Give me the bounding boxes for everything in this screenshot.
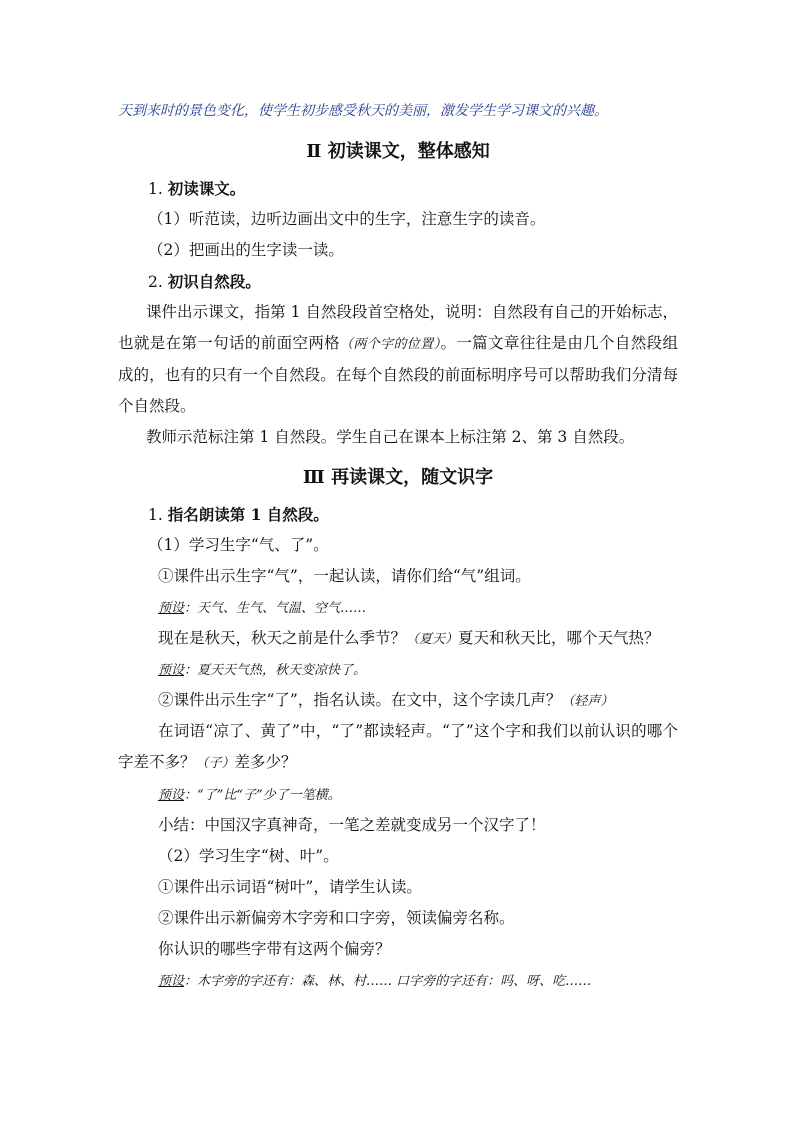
yushe-label: 预设 xyxy=(158,974,185,989)
s2-item1-sub2: （2）把画出的生字读一读。 xyxy=(148,241,344,259)
q1-b: 夏天和秋天比，哪个天气热？ xyxy=(458,629,660,647)
q2-note: （子） xyxy=(195,756,235,771)
yushe4-text: ：木字旁的字还有：森、林、村…… 口字旁的字还有：吗、呀、吃…… xyxy=(184,974,592,989)
s3-sub1-b xyxy=(118,685,678,716)
s2-para1-a: 课件出示课文，指第 1 自然段段首空格处，说明：自然段有自己的开始标志，也就是在第一句话的前面空两格 xyxy=(118,303,678,352)
yushe-label: 预设 xyxy=(158,601,185,616)
yushe1-text: ：天气、生气、气温、空气…… xyxy=(184,601,367,616)
s3-item1-label: 1. xyxy=(148,506,168,524)
section2-heading: Ⅱ 初读课文，整体感知 xyxy=(306,141,490,162)
q2-b: 差多少？ xyxy=(234,753,297,771)
s2-item1 xyxy=(118,173,678,204)
s2-para1-note: （两个字的位置） xyxy=(340,337,441,352)
document-page xyxy=(118,96,678,997)
intro-line: 天到来时的景色变化，使学生初步感受秋天的美丽，激发学生学习课文的兴趣。 xyxy=(118,103,608,119)
q1-note: （夏天） xyxy=(406,632,459,647)
s2-item2-title: 初识自然段。 xyxy=(167,272,261,291)
s3-sub2-a: ①课件出示词语“树叶”，请学生认读。 xyxy=(158,878,422,896)
s3-yushe1 xyxy=(118,592,678,623)
s3-question3: 你认识的哪些字带有这两个偏旁？ xyxy=(158,940,391,958)
s2-para1-b: 。一篇文章往往是由几个自然段组成的，也有的只有一个自然段。在每个自然段的前面标明序号可以帮助我们分清每个自然段。 xyxy=(118,334,678,415)
section3-heading: Ⅲ 再读课文，随文识字 xyxy=(302,467,494,488)
sub1-b-note: （轻声） xyxy=(561,694,614,709)
s2-item2-label: 2. xyxy=(148,273,168,291)
s3-question2 xyxy=(118,716,678,779)
yushe-label: 预设 xyxy=(158,788,185,803)
s2-item1-title: 初读课文。 xyxy=(167,179,246,198)
s3-sub1: （1）学习生字“气、了”。 xyxy=(148,536,329,554)
s2-item1-sub1: （1）听范读，边听边画出文中的生字，注意生字的读音。 xyxy=(148,210,546,228)
s3-question1 xyxy=(118,623,678,654)
s3-yushe4 xyxy=(118,965,678,997)
s2-paragraph1 xyxy=(118,297,678,422)
s3-sub2: （2）学习生字“树、叶”。 xyxy=(158,847,339,865)
s3-sub1-a: ①课件出示生字“气”，一起认读，请你们给“气”组词。 xyxy=(158,567,531,585)
s2-item1-label: 1. xyxy=(148,180,168,198)
yushe2-text: ：夏天天气热，秋天变凉快了。 xyxy=(184,663,367,678)
s3-sub2-b: ②课件出示新偏旁木字旁和口字旁，领读偏旁名称。 xyxy=(158,909,515,927)
yushe-label: 预设 xyxy=(158,663,185,678)
s3-yushe2 xyxy=(118,654,678,685)
q1-a: 现在是秋天，秋天之前是什么季节？ xyxy=(158,629,407,647)
q2-a: 在词语“凉了、黄了”中，“了”都读轻声。“了”这个字和我们以前认识的哪个字差不多？ xyxy=(118,722,678,771)
yushe3-text: ：“了”比“子”少了一笔横。 xyxy=(184,788,341,803)
s2-item2 xyxy=(118,266,678,297)
s3-item1 xyxy=(118,499,678,530)
sub1-b-a: ②课件出示生字“了”，指名认读。在文中，这个字读几声？ xyxy=(158,691,562,709)
s3-yushe3 xyxy=(118,779,678,810)
s3-summary: 小结：中国汉字真神奇，一笔之差就变成另一个汉字了！ xyxy=(158,816,546,834)
s3-item1-title: 指名朗读第 1 自然段。 xyxy=(167,505,329,524)
s2-paragraph2: 教师示范标注第 1 自然段。学生自己在课本上标注第 2、第 3 自然段。 xyxy=(146,428,635,446)
